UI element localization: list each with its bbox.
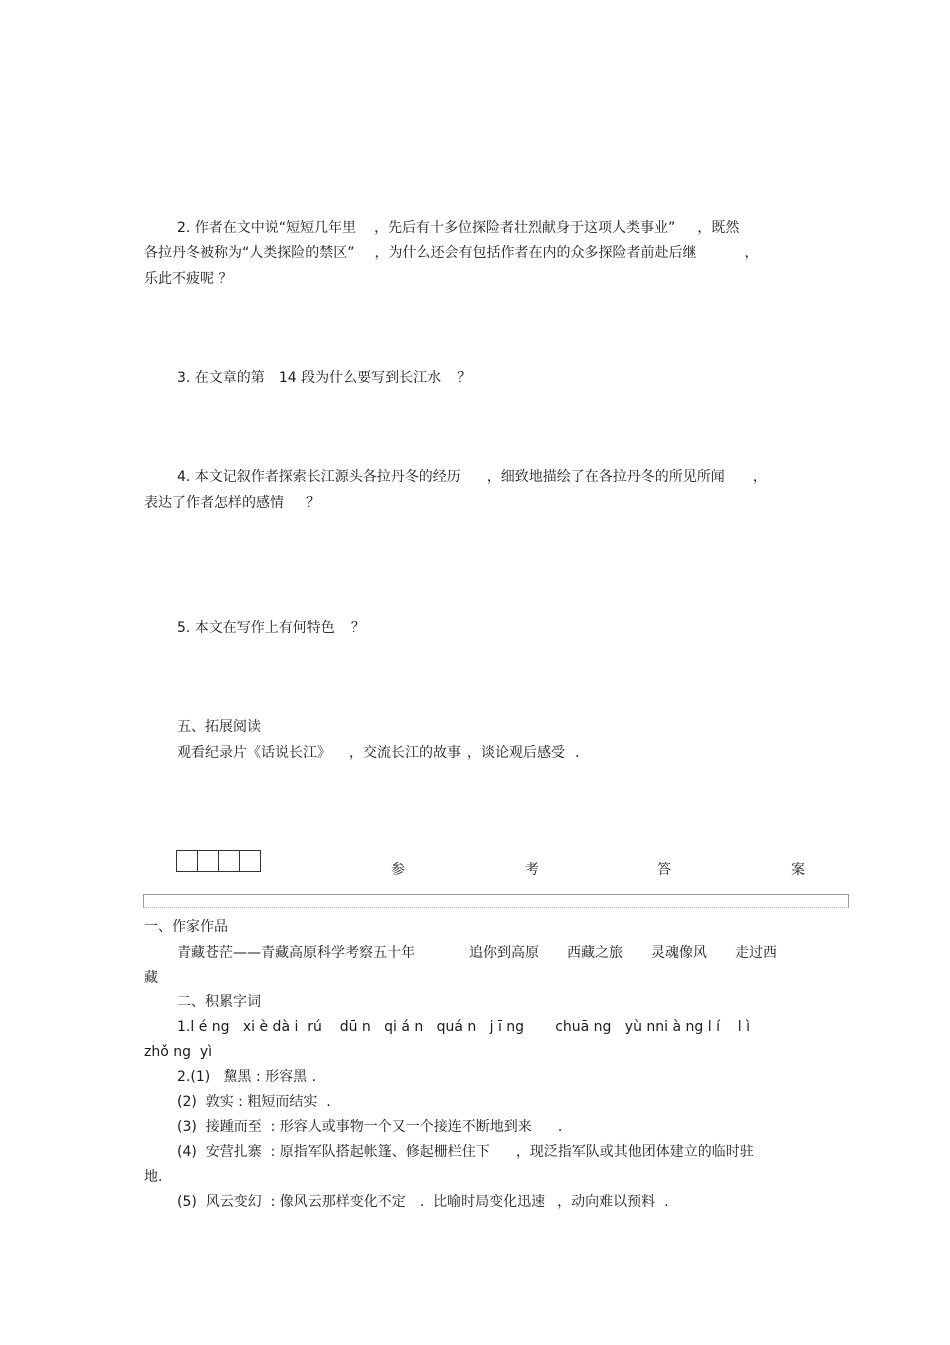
definition-4 <box>177 1142 754 1162</box>
d3-text-a: (3) 接踵而至 : 形容人或事物一个又一个接连不断地到来 <box>177 1119 532 1135</box>
q2-text-a: 2. 作者在文中说“短短几年里 <box>177 220 357 236</box>
s5-text-b: ，交流长江的故事 <box>349 745 461 761</box>
answer-section-1-continued: 藏 <box>144 970 158 986</box>
question-4-line-1 <box>177 467 767 487</box>
q4-text-b: ，细致地描绘了在各拉丹冬的所见所闻 <box>486 469 725 485</box>
q3-text-b: 14 段为什么要写到长江水 <box>278 370 442 386</box>
d4-text-b: ，现泛指军队或其他团体建立的临时驻 <box>515 1144 754 1160</box>
reference-char: 答 <box>657 862 671 878</box>
work-title: 走过西 <box>735 945 777 961</box>
reference-char: 考 <box>525 862 539 878</box>
d5-text-c: ，动向难以预料 . <box>557 1194 669 1210</box>
definition-4-continued: 地. <box>144 1169 163 1185</box>
s5-text-d: . <box>575 745 580 761</box>
definition-3 <box>177 1117 562 1137</box>
question-4-line-2 <box>144 493 320 513</box>
question-5 <box>177 618 365 638</box>
pinyin-line-1: 1.l é ng xi è dà i rú dū n qi á n quá n j ī ng chuā ng yù nni à ng l í l ì <box>177 1019 750 1035</box>
d3-text-b: . <box>557 1119 563 1135</box>
work-title: 西藏之旅 <box>567 945 623 961</box>
d5-text-b: . 比喻时局变化迅速 <box>419 1194 546 1210</box>
work-title: 青藏苍茫——青藏高原科学考察五十年 <box>177 945 415 961</box>
q2-text-c: ，既然 <box>697 220 740 236</box>
q2-text-b: ，先后有十多位探险者壮烈献身于这项人类事业” <box>374 220 676 236</box>
definition-5 <box>177 1192 669 1212</box>
q5-text-b: ？ <box>350 620 365 636</box>
q2-text-d: 各拉丹冬被称为“人类探险的禁区” <box>144 245 355 261</box>
reference-char: 参 <box>391 862 405 878</box>
q2-text-e: ，为什么还会有包括作者在内的众多探险者前赴后继 <box>374 245 697 261</box>
work-title: 灵魂像风 <box>651 945 707 961</box>
d4-text-a: (4) 安营扎寨 : 原指军队搭起帐篷、修起栅栏住下 <box>177 1144 490 1160</box>
q4-text-e: ？ <box>306 495 320 511</box>
q4-text-c: ， <box>752 469 767 485</box>
answer-section-1-heading: 一、作家作品 <box>144 919 228 935</box>
q5-text-a: 5. 本文在写作上有何特色 <box>177 620 335 636</box>
decorative-box <box>218 850 240 872</box>
q3-text-c: ？ <box>457 370 472 386</box>
pinyin-line-2: zhǒ ng yì <box>144 1044 213 1060</box>
definition-2: (2) 敦实 : 粗短而结实 . <box>177 1094 331 1110</box>
question-2-line-1 <box>177 218 739 238</box>
decorative-box <box>197 850 219 872</box>
section-5-heading: 五、拓展阅读 <box>177 719 261 735</box>
definition-1: 2.(1) 黧黑 : 形容黑 . <box>177 1069 317 1085</box>
s5-text-a: 观看纪录片《话说长江》 <box>177 745 331 761</box>
work-title: 追你到高原 <box>469 945 539 961</box>
q4-text-a: 4. 本文记叙作者探索长江源头各拉丹冬的经历 <box>177 469 461 485</box>
q3-text-a: 3. 在文章的第 <box>177 370 265 386</box>
s5-text-c: ，谈论观后感受 <box>467 745 565 761</box>
section-5-text <box>177 743 579 763</box>
decorative-box <box>176 850 198 872</box>
decorative-box <box>239 850 261 872</box>
d5-text-a: (5) 风云变幻 : 像风云那样变化不定 <box>177 1194 406 1210</box>
section-divider <box>143 894 849 908</box>
q2-text-f: ， <box>744 245 759 261</box>
question-2-line-3: 乐此不疲呢 ？ <box>144 271 233 287</box>
q4-text-d: 表达了作者怎样的感情 <box>144 495 284 511</box>
answer-section-2-heading: 二、积累字词 <box>177 994 261 1010</box>
question-3 <box>177 368 471 388</box>
decorative-box-row <box>176 850 260 872</box>
answer-section-1-items <box>177 943 777 963</box>
question-2-line-2 <box>144 243 759 263</box>
reference-char: 案 <box>791 862 805 878</box>
